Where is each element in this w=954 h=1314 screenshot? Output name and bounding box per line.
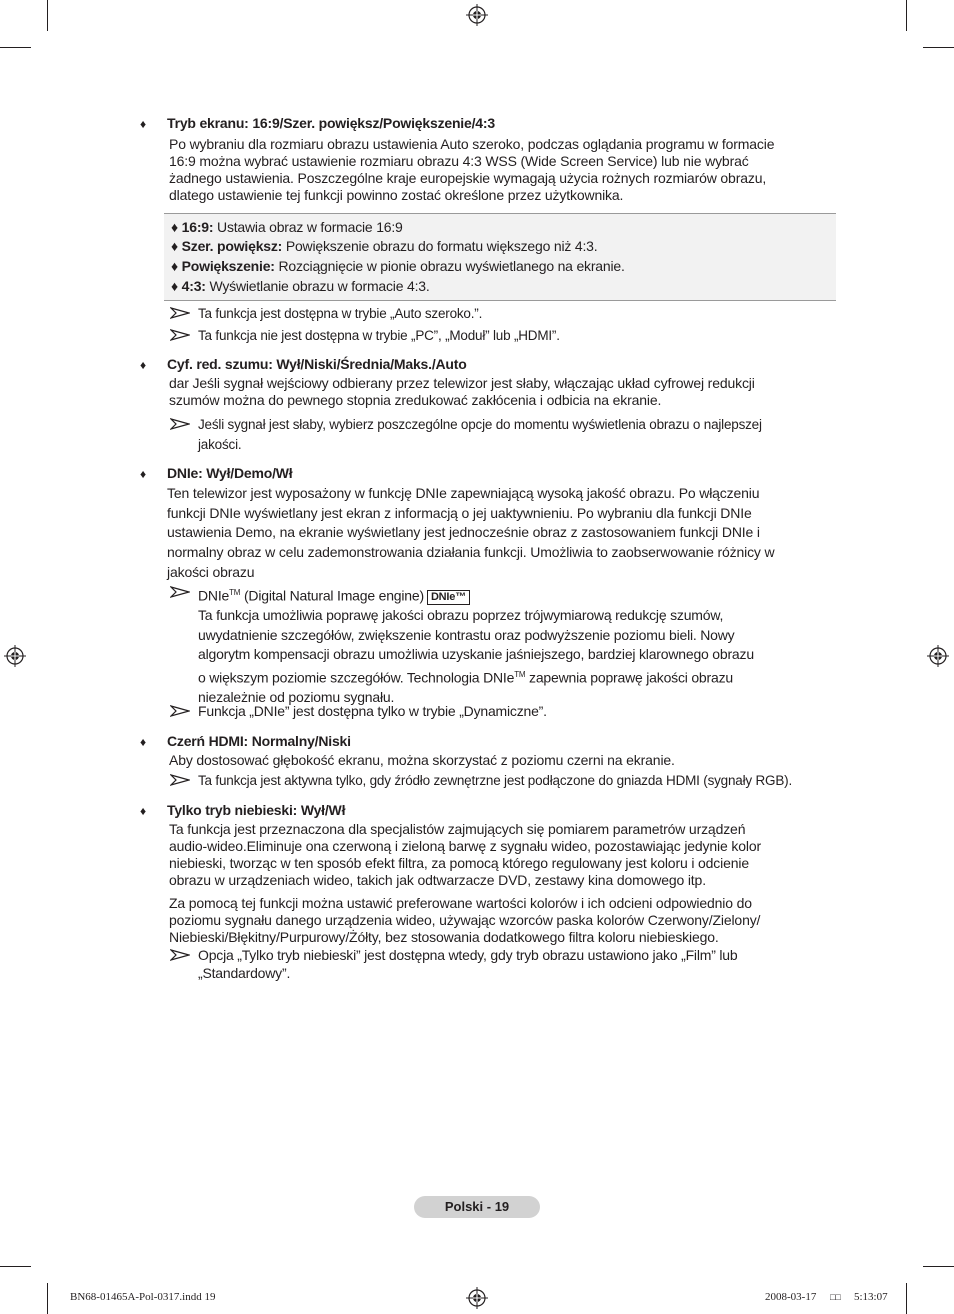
section-body [169, 375, 839, 409]
note-arrow-icon [170, 774, 190, 786]
dnie-prefix: DNIe [198, 587, 230, 604]
page-number-badge: Polski - 19 [414, 1196, 540, 1218]
footer-date: 2008-03-17 [765, 1291, 817, 1303]
registration-mark-icon [466, 1287, 488, 1309]
option-term: 4:3: [181, 278, 206, 294]
section-heading: DNIe: Wył/Demo/Wł [167, 465, 293, 481]
section-heading: Cyf. red. szumu: Wył/Niski/Średnia/Maks./Auto [167, 356, 467, 372]
note-arrow-icon [170, 307, 190, 319]
section-body [169, 821, 839, 889]
text-line: ustawienia Demo, na ekranie wyświetlany jest jednocześnie obraz z zastosowaniem funkcji DNIe i [167, 524, 760, 541]
option-term: 16:9: [181, 219, 214, 235]
option-row: ♦ Powiększenie: Rozciągnięcie w pionie obrazu wyświetlanego na ekranie. [171, 258, 625, 274]
note-arrow-icon [170, 418, 190, 430]
text-line: normalny obraz w celu zademonstrowania działania funkcji. Umożliwia to zaobserwowanie różnicy w [167, 544, 775, 561]
note-text: Funkcja „DNIe” jest dostępna tylko w trybie „Dynamiczne”. [198, 703, 547, 719]
text-span: zapewnia poprawę jakości obrazu [525, 669, 733, 686]
crop-mark [906, 0, 907, 31]
text-line: Niebieski/Błękitny/Purpurowy/Żółty, bez stosowania dodatkowego filtra koloru niebieskiego. [169, 929, 719, 945]
text-line: Ta funkcja umożliwia poprawę jakości obrazu poprzez trójwymiarową redukcję szumów, [198, 607, 724, 624]
text-line: Aby dostosować głębokość ekranu, można skorzystać z poziomu czerni na ekranie. [169, 752, 675, 768]
registration-mark-icon [4, 645, 26, 667]
text-line: poziomu sygnału danego urządzenia wideo, używając wzorców paska kolorów Czerwony/Zielony/ [169, 912, 761, 928]
text-line: obrazu w urządzeniach wideo, takich jak odtwarzacze DVD, zestawy kina domowego itp. [169, 872, 706, 888]
options-box [164, 213, 836, 301]
bullet-icon: ♦ [140, 117, 147, 131]
crop-mark [47, 1283, 48, 1314]
text-line: szumów można do pewnego stopnia zredukować zakłócenia i odbicia na ekranie. [169, 392, 662, 408]
section-body [169, 136, 839, 204]
text-line: audio-wideo.Eliminuje ona czerwoną i zieloną barwę z sygnału wideo, pozostawiając jedynie kolor [169, 838, 761, 854]
text-line: jakości obrazu [167, 563, 255, 580]
text-line: 16:9 można wybrać ustawienie rozmiaru obrazu 4:3 WSS (Wide Screen Service) lub nie wybrać [169, 153, 749, 169]
option-row: ♦ 4:3: Wyświetlanie obrazu w formacie 4:3. [171, 278, 430, 294]
footer-file: BN68-01465A-Pol-0317.indd 19 [70, 1291, 216, 1303]
section-heading: Tylko tryb niebieski: Wył/Wł [167, 802, 346, 818]
text-line: Ten telewizor jest wyposażony w funkcję DNIe zapewniającą wysoką jakość obrazu. Po włączeniu [167, 485, 760, 501]
crop-mark [906, 1283, 907, 1314]
bullet-icon: ♦ [140, 358, 147, 372]
text-line: żadnego ustawienia. Poszczególne kraje europejskie wymagają użycia rożnych rozmiarów obrazu, [169, 170, 767, 186]
option-desc: Ustawia obraz w formacie 16:9 [217, 219, 403, 235]
option-desc: Wyświetlanie obrazu w formacie 4:3. [209, 278, 430, 294]
text-line: Jeśli sygnał jest słaby, wybierz poszczególne opcje do momentu wyświetlenia obrazu o najlepszej [198, 417, 762, 432]
option-desc: Powiększenie obrazu do formatu większego niż 4:3. [285, 238, 598, 254]
note-text [198, 415, 762, 454]
dnie-logo: DNIe™ [427, 590, 470, 605]
crop-mark [0, 1266, 31, 1267]
bullet-icon: ♦ [140, 467, 147, 481]
text-line: niebieski, tworząc w ten sposób efekt filtra, za pomocą którego regulowany jest koloru i odcienie [169, 855, 749, 871]
text-line: jakości. [198, 436, 242, 452]
registration-mark-icon [466, 4, 488, 26]
bullet-icon: ♦ [140, 735, 147, 749]
text-line: uwydatnienie szczegółów, zwiększenie kontrastu oraz podwyższenie poziomu bieli. Nowy [198, 626, 735, 643]
section-heading: Tryb ekranu: 16:9/Szer. powiększ/Powiększenie/4:3 [167, 115, 495, 131]
note-text: Ta funkcja nie jest dostępna w trybie „PC”, „Moduł” lub „HDMI”. [198, 328, 560, 343]
dnie-title-line [198, 583, 754, 606]
dnie-suffix: (Digital Natural Image engine) [240, 587, 424, 604]
option-row: ♦ Szer. powiększ: Powiększenie obrazu do formatu większego niż 4:3. [171, 238, 598, 254]
text-line: niezależnie od poziomu sygnału. [198, 688, 395, 705]
option-desc: Rozciągnięcie w pionie obrazu wyświetlanego na ekranie. [278, 258, 625, 274]
note-arrow-icon [170, 705, 190, 717]
text-line: Po wybraniu dla rozmiaru obrazu ustawienia Auto szeroko, podczas oglądania programu w formacie [169, 136, 775, 152]
section-body [169, 895, 839, 946]
crop-mark [0, 47, 31, 48]
option-row: ♦ 16:9: Ustawia obraz w formacie 16:9 [171, 219, 403, 235]
text-line: funkcji DNIe wyświetlany jest ekran z informacją o jej uaktywnieniu. Po wybraniu dla funkcji DNIe [167, 504, 752, 521]
text-span: o większym poziomie szczegółów. Technologia DNIe [198, 669, 515, 686]
text-line: Za pomocą tej funkcji można ustawić preferowane wartości kolorów i ich odcieni odpowiednio do [169, 895, 752, 911]
text-line: „Standardowy”. [198, 965, 291, 981]
dnie-note [198, 583, 754, 707]
note-arrow-icon [170, 949, 190, 961]
note-text [198, 946, 737, 982]
text-line: dar Jeśli sygnał wejściowy odbierany przez telewizor jest słaby, włączając układ cyfrowej redukcji [169, 375, 755, 391]
crop-mark [923, 1266, 954, 1267]
crop-mark [923, 47, 954, 48]
section-body [169, 752, 839, 769]
note-arrow-icon [170, 586, 190, 598]
section-body [167, 484, 839, 583]
trademark-mark: TM [514, 669, 526, 679]
note-text: Ta funkcja jest dostępna w trybie „Auto szeroko.”. [198, 306, 483, 321]
option-term: Powiększenie: [181, 258, 275, 274]
trademark-mark: TM [229, 588, 241, 597]
bullet-icon: ♦ [140, 804, 147, 818]
section-heading: Czerń HDMI: Normalny/Niski [167, 733, 351, 749]
note-arrow-icon [170, 329, 190, 341]
text-line: Ta funkcja jest przeznaczona dla specjalistów zajmujących się pomiarem parametrów urządzeń [169, 821, 746, 837]
registration-mark-icon [927, 645, 949, 667]
text-line: Opcja „Tylko tryb niebieski” jest dostępna wtedy, gdy tryb obrazu ustawiono jako „Film” lub [198, 947, 738, 963]
text-line: dlatego ustawienie tej funkcji powinno zostać określone przez użytkownika. [169, 187, 624, 203]
crop-mark [47, 0, 48, 31]
footer-time: 5:13:07 [854, 1291, 888, 1303]
text-line [198, 665, 754, 688]
option-term: Szer. powiększ: [181, 238, 283, 254]
note-text: Ta funkcja jest aktywna tylko, gdy źródło zewnętrzne jest podłączone do gniazda HDMI (sygnały RGB). [198, 773, 792, 788]
text-line: algorytm kompensacji obrazu umożliwia uzyskanie jaśniejszego, bardziej klarownego obrazu [198, 646, 754, 663]
footer-boxes: □□ [830, 1292, 841, 1302]
